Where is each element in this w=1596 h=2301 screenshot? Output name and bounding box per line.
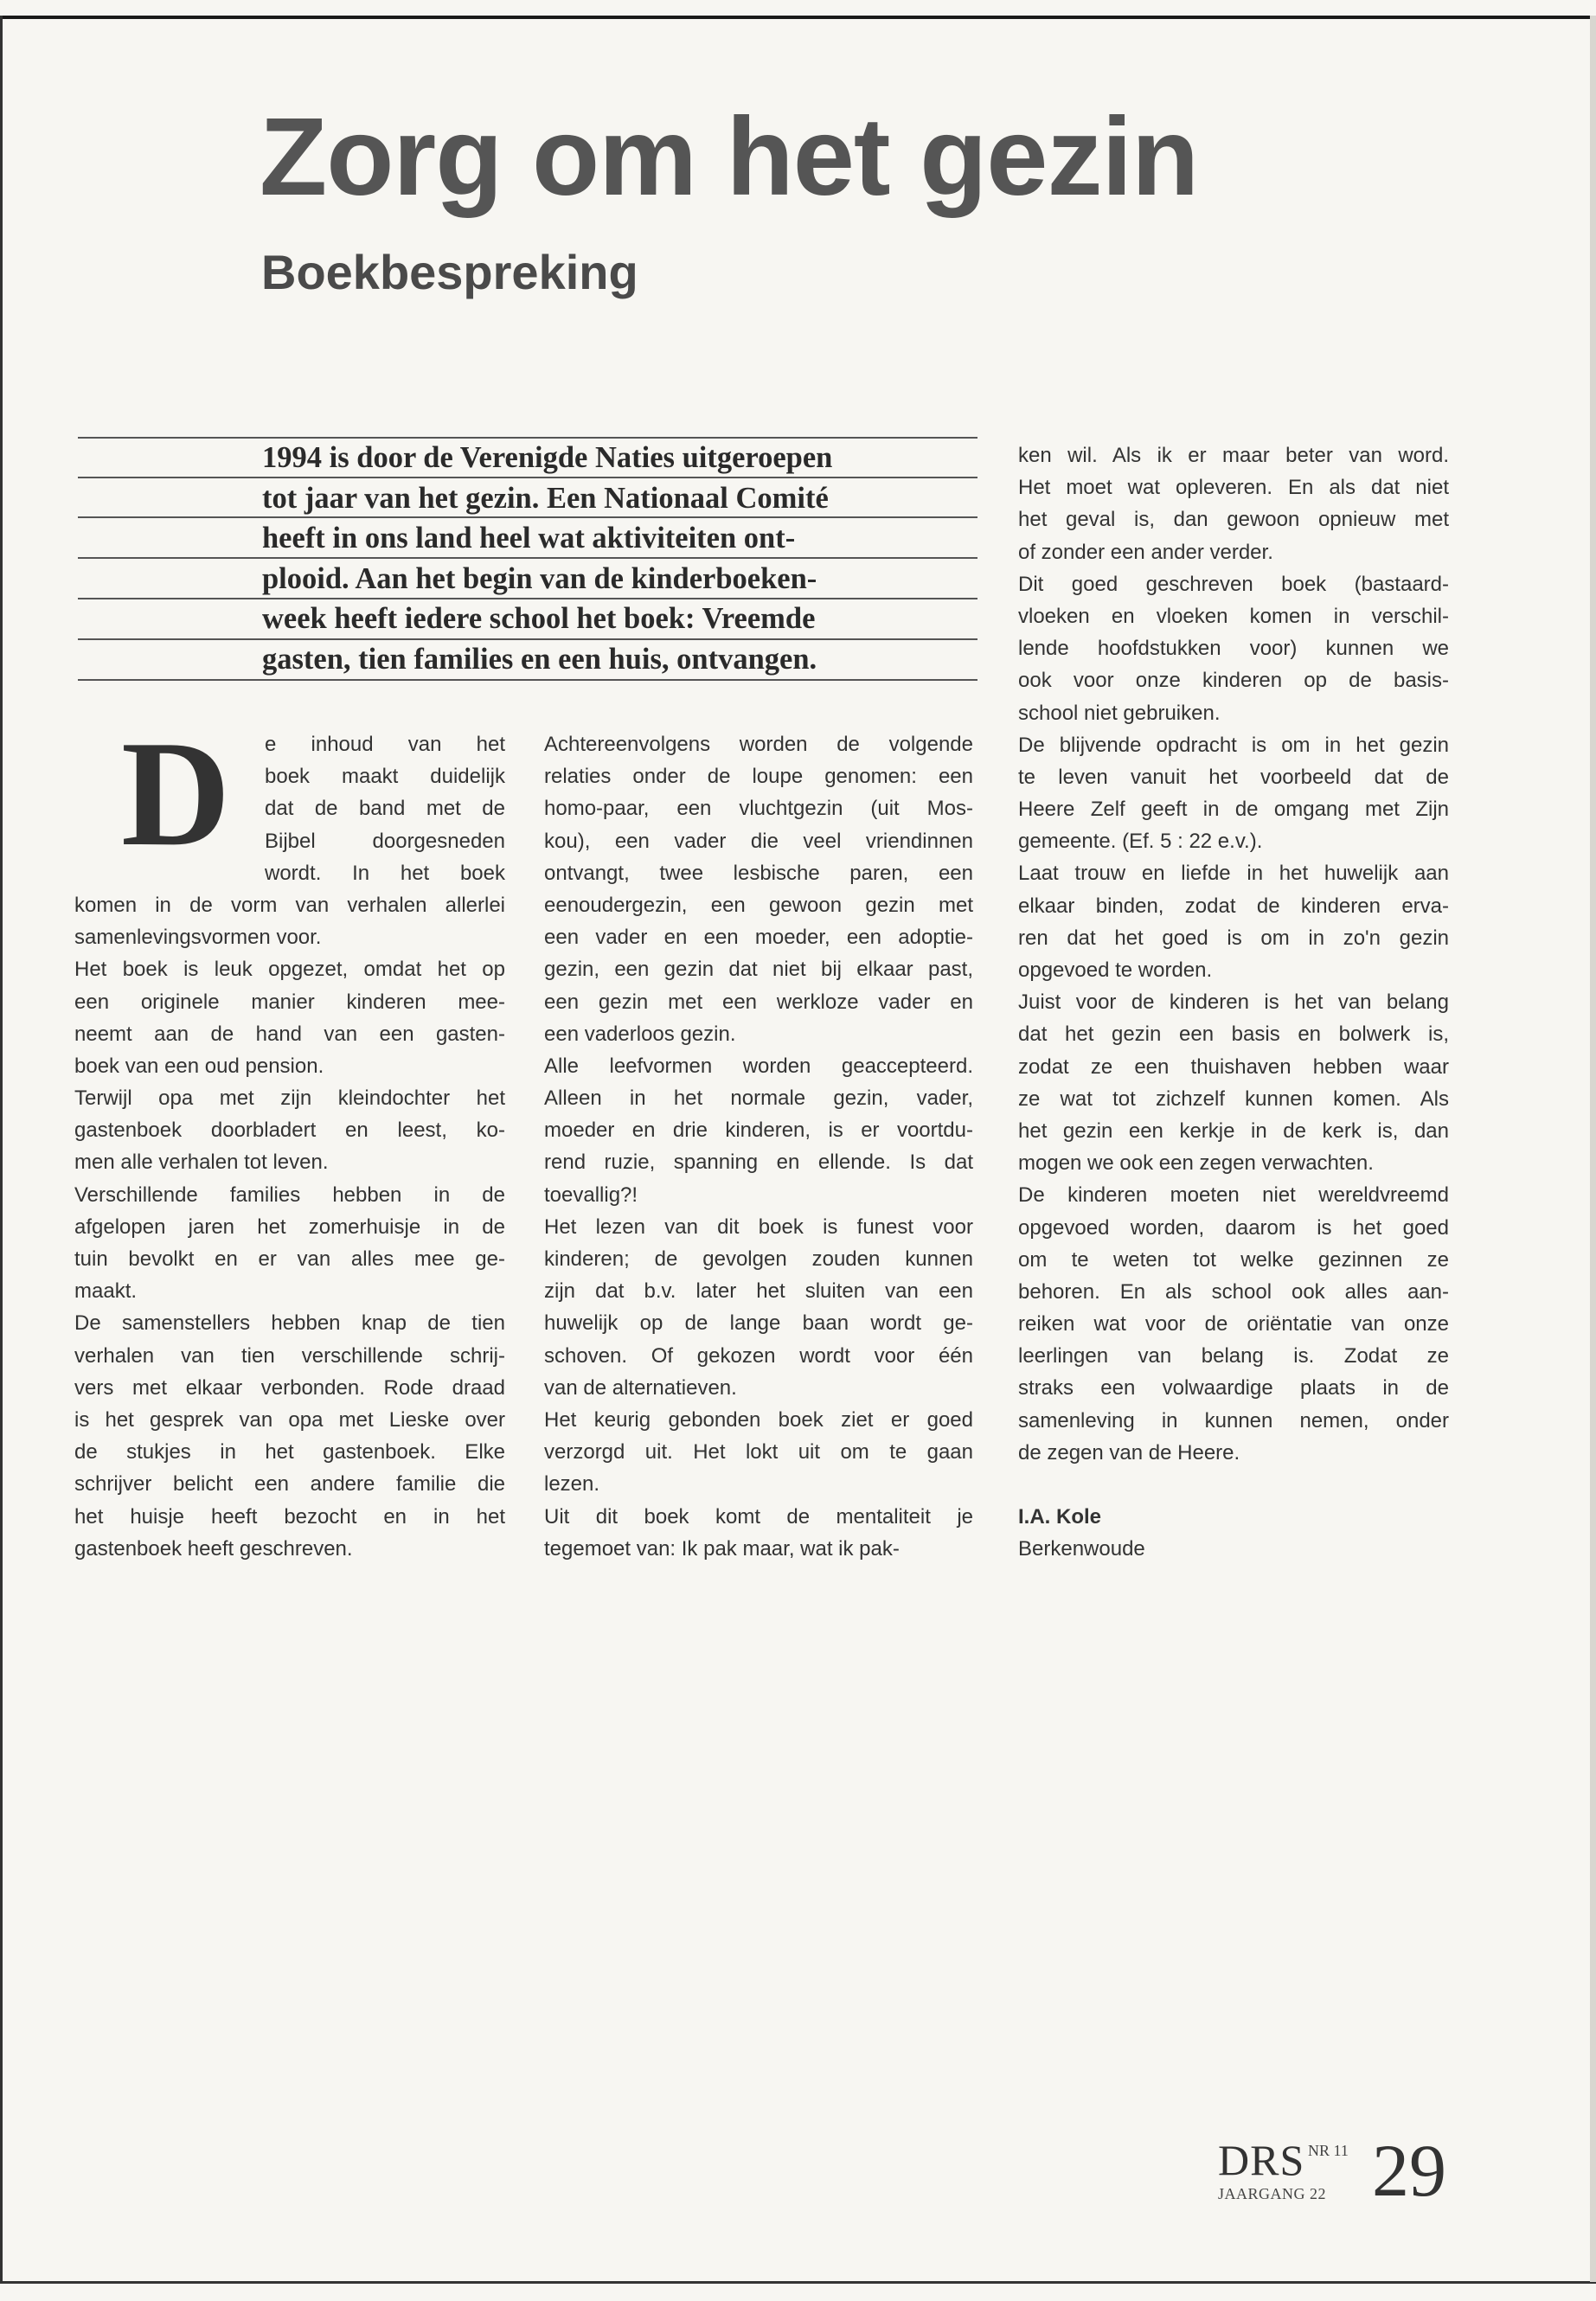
article-column-3	[1018, 439, 1449, 1566]
text-line: eenoudergezin, een gewoon gezin met	[544, 893, 973, 917]
drop-cap: D	[121, 709, 231, 877]
text-line: verzorgd uit. Het lokt uit om te gaan	[544, 1440, 973, 1465]
text-line: boek van een oud pension.	[74, 1054, 324, 1078]
text-line: rend ruzie, spanning en ellende. Is dat	[544, 1150, 973, 1175]
text-line: Alleen in het normale gezin, vader,	[544, 1086, 973, 1111]
text-line: tuin bevolkt en er van alles mee ge-	[74, 1247, 505, 1271]
text-line: Het boek is leuk opgezet, omdat het op	[74, 958, 505, 982]
text-line: ken wil. Als ik er maar beter van word.	[1018, 444, 1449, 467]
text-line: komen in de vorm van verhalen allerlei	[74, 893, 505, 917]
text-line: Het moet wat opleveren. En als dat niet	[1018, 476, 1449, 500]
text-line: opgevoed worden, daarom is het goed	[1018, 1215, 1449, 1240]
text-line: neemt aan de hand van een gasten-	[74, 1022, 505, 1046]
text-line: het huisje heeft bezocht en in het	[74, 1504, 505, 1529]
text-line: Het lezen van dit boek is funest voor	[544, 1215, 973, 1239]
text-line: gemeente. (Ef. 5 : 22 e.v.).	[1018, 830, 1263, 854]
page-edge	[0, 16, 3, 2282]
text-line: ook voor onze kinderen op de basis-	[1018, 669, 1449, 693]
text-line: kou), een vader die veel vriendinnen	[544, 829, 973, 853]
text-line: mogen we ook een zegen verwachten.	[1018, 1151, 1374, 1176]
text-line: het geval is, dan gewoon opnieuw met	[1018, 508, 1449, 532]
text-line: homo-paar, een vluchtgezin (uit Mos-	[544, 797, 973, 821]
text-line: een gezin met een werkloze vader en	[544, 990, 973, 1014]
page-footer	[1218, 2129, 1477, 2216]
text-line: samenlevingsvormen voor.	[74, 926, 322, 950]
text-line: Laat trouw en liefde in het huwelijk aan	[1018, 862, 1449, 886]
text-line: reiken wat voor de oriëntatie van onze	[1018, 1312, 1449, 1336]
intro-line: heeft in ons land heel wat aktiviteiten ont-	[262, 522, 796, 555]
intro-line: plooid. Aan het begin van de kinderboeken-	[262, 561, 817, 595]
article-subtitle: Boekbespreking	[261, 245, 638, 299]
text-line: moeder en drie kinderen, is er voortdu-	[544, 1118, 973, 1143]
intro-line: week heeft iedere school het boek: Vreemde	[262, 602, 816, 636]
text-line: is het gesprek van opa met Lieske over	[74, 1407, 505, 1432]
text-line: e inhoud van het	[265, 733, 505, 756]
text-line: ontvangt, twee lesbische paren, een	[544, 861, 973, 885]
text-line: samenleving in kunnen nemen, onder	[1018, 1408, 1449, 1433]
text-line: gastenboek doorbladert en leest, ko-	[74, 1118, 505, 1143]
text-line: wordt. In het boek	[265, 861, 505, 885]
text-line: huwelijk op de lange baan wordt ge-	[544, 1311, 973, 1336]
text-line: maakt.	[74, 1279, 138, 1304]
text-line: Verschillende families hebben in de	[74, 1183, 505, 1207]
intro-line: 1994 is door de Verenigde Naties uitgeroepen	[262, 441, 833, 474]
text-line: De blijvende opdracht is om in het gezin	[1018, 733, 1449, 757]
text-line: leerlingen van belang is. Zodat ze	[1018, 1344, 1449, 1368]
volume: JAARGANG 22	[1218, 2185, 1327, 2202]
text-line: zodat ze een thuishaven hebben waar	[1018, 1054, 1449, 1079]
text-line: De kinderen moeten niet wereldvreemd	[1018, 1183, 1449, 1208]
page-edge	[0, 2281, 1596, 2284]
text-line: Alle leefvormen worden geaccepteerd.	[544, 1054, 973, 1078]
text-line: zijn dat b.v. later het sluiten van een	[544, 1279, 973, 1304]
intro-line: tot jaar van het gezin. Een Nationaal Comité	[262, 481, 829, 515]
text-line: Terwijl opa met zijn kleindochter het	[74, 1086, 505, 1111]
intro-line: gasten, tien families en een huis, ontvangen.	[262, 642, 817, 676]
page-number: 29	[1372, 2129, 1446, 2212]
text-line: tegemoet van: Ik pak maar, wat ik pak-	[544, 1536, 900, 1561]
text-line: Het keurig gebonden boek ziet er goed	[544, 1407, 973, 1432]
text-line: een vader en een moeder, een adoptie-	[544, 926, 973, 950]
text-line: dat de band met de	[265, 797, 505, 821]
text-line: de zegen van de Heere.	[1018, 1440, 1240, 1465]
text-line: lezen.	[544, 1472, 600, 1497]
magazine-name: DRS	[1218, 2136, 1305, 2184]
text-line: school niet gebruiken.	[1018, 701, 1221, 725]
text-line: om te weten tot welke gezinnen ze	[1018, 1247, 1449, 1272]
text-line: de stukjes in het gastenboek. Elke	[74, 1440, 505, 1465]
text-line: een originele manier kinderen mee-	[74, 990, 505, 1014]
text-line: van de alternatieven.	[544, 1375, 737, 1400]
article-title: Zorg om het gezin	[260, 95, 1199, 219]
article-column-1	[74, 728, 505, 1565]
author-place: Berkenwoude	[1018, 1537, 1145, 1561]
text-line: relaties onder de loupe genomen: een	[544, 765, 973, 789]
text-line: vers met elkaar verbonden. Rode draad	[74, 1375, 505, 1400]
text-line: Uit dit boek komt de mentaliteit je	[544, 1504, 973, 1529]
text-line: Achtereenvolgens worden de volgende	[544, 733, 973, 756]
text-line: afgelopen jaren het zomerhuisje in de	[74, 1215, 505, 1239]
text-line: te leven vanuit het voorbeeld dat de	[1018, 765, 1449, 789]
text-line: De samenstellers hebben knap de tien	[74, 1311, 505, 1336]
text-line: Dit goed geschreven boek (bastaard-	[1018, 572, 1449, 596]
page-edge	[1590, 16, 1596, 2282]
text-line: lende hoofdstukken voor) kunnen we	[1018, 637, 1449, 661]
text-line: schrijver belicht een andere familie die	[74, 1472, 505, 1497]
text-line: Heere Zelf geeft in de omgang met Zijn	[1018, 798, 1449, 822]
text-line: verhalen van tien verschillende schrij-	[74, 1343, 505, 1368]
text-line: dat het gezin een basis en bolwerk is,	[1018, 1022, 1449, 1047]
text-line: straks een volwaardige plaats in de	[1018, 1376, 1449, 1400]
spacer	[1018, 1469, 1449, 1501]
text-line: schoven. Of gekozen wordt voor één	[544, 1343, 973, 1368]
text-line: vloeken en vloeken komen in verschil-	[1018, 604, 1449, 628]
text-line: boek maakt duidelijk	[265, 765, 505, 789]
text-line: behoren. En als school ook alles aan-	[1018, 1279, 1449, 1304]
text-line: men alle verhalen tot leven.	[74, 1150, 329, 1175]
author-name: I.A. Kole	[1018, 1505, 1102, 1529]
text-line: ze wat tot zichzelf kunnen komen. Als	[1018, 1086, 1449, 1111]
text-line: ren dat het goed is om in zo'n gezin	[1018, 926, 1449, 950]
text-line: gezin, een gezin dat niet bij elkaar past,	[544, 958, 973, 982]
issue-number: NR 11	[1308, 2142, 1349, 2159]
text-line: gastenboek heeft geschreven.	[74, 1536, 353, 1561]
text-line: een vaderloos gezin.	[544, 1022, 736, 1046]
text-line: het gezin een kerkje in de kerk is, dan	[1018, 1118, 1449, 1143]
text-line: elkaar binden, zodat de kinderen erva-	[1018, 894, 1449, 918]
text-line: of zonder een ander verder.	[1018, 540, 1273, 564]
text-line: Juist voor de kinderen is het van belang	[1018, 990, 1449, 1015]
intro-lead	[262, 438, 937, 680]
text-line: kinderen; de gevolgen zouden kunnen	[544, 1247, 973, 1271]
article-column-2	[544, 728, 973, 1565]
text-line: Bijbel doorgesneden	[265, 829, 505, 853]
text-line: opgevoed te worden.	[1018, 958, 1213, 982]
page-edge	[0, 16, 1596, 19]
text-line: toevallig?!	[544, 1183, 638, 1207]
